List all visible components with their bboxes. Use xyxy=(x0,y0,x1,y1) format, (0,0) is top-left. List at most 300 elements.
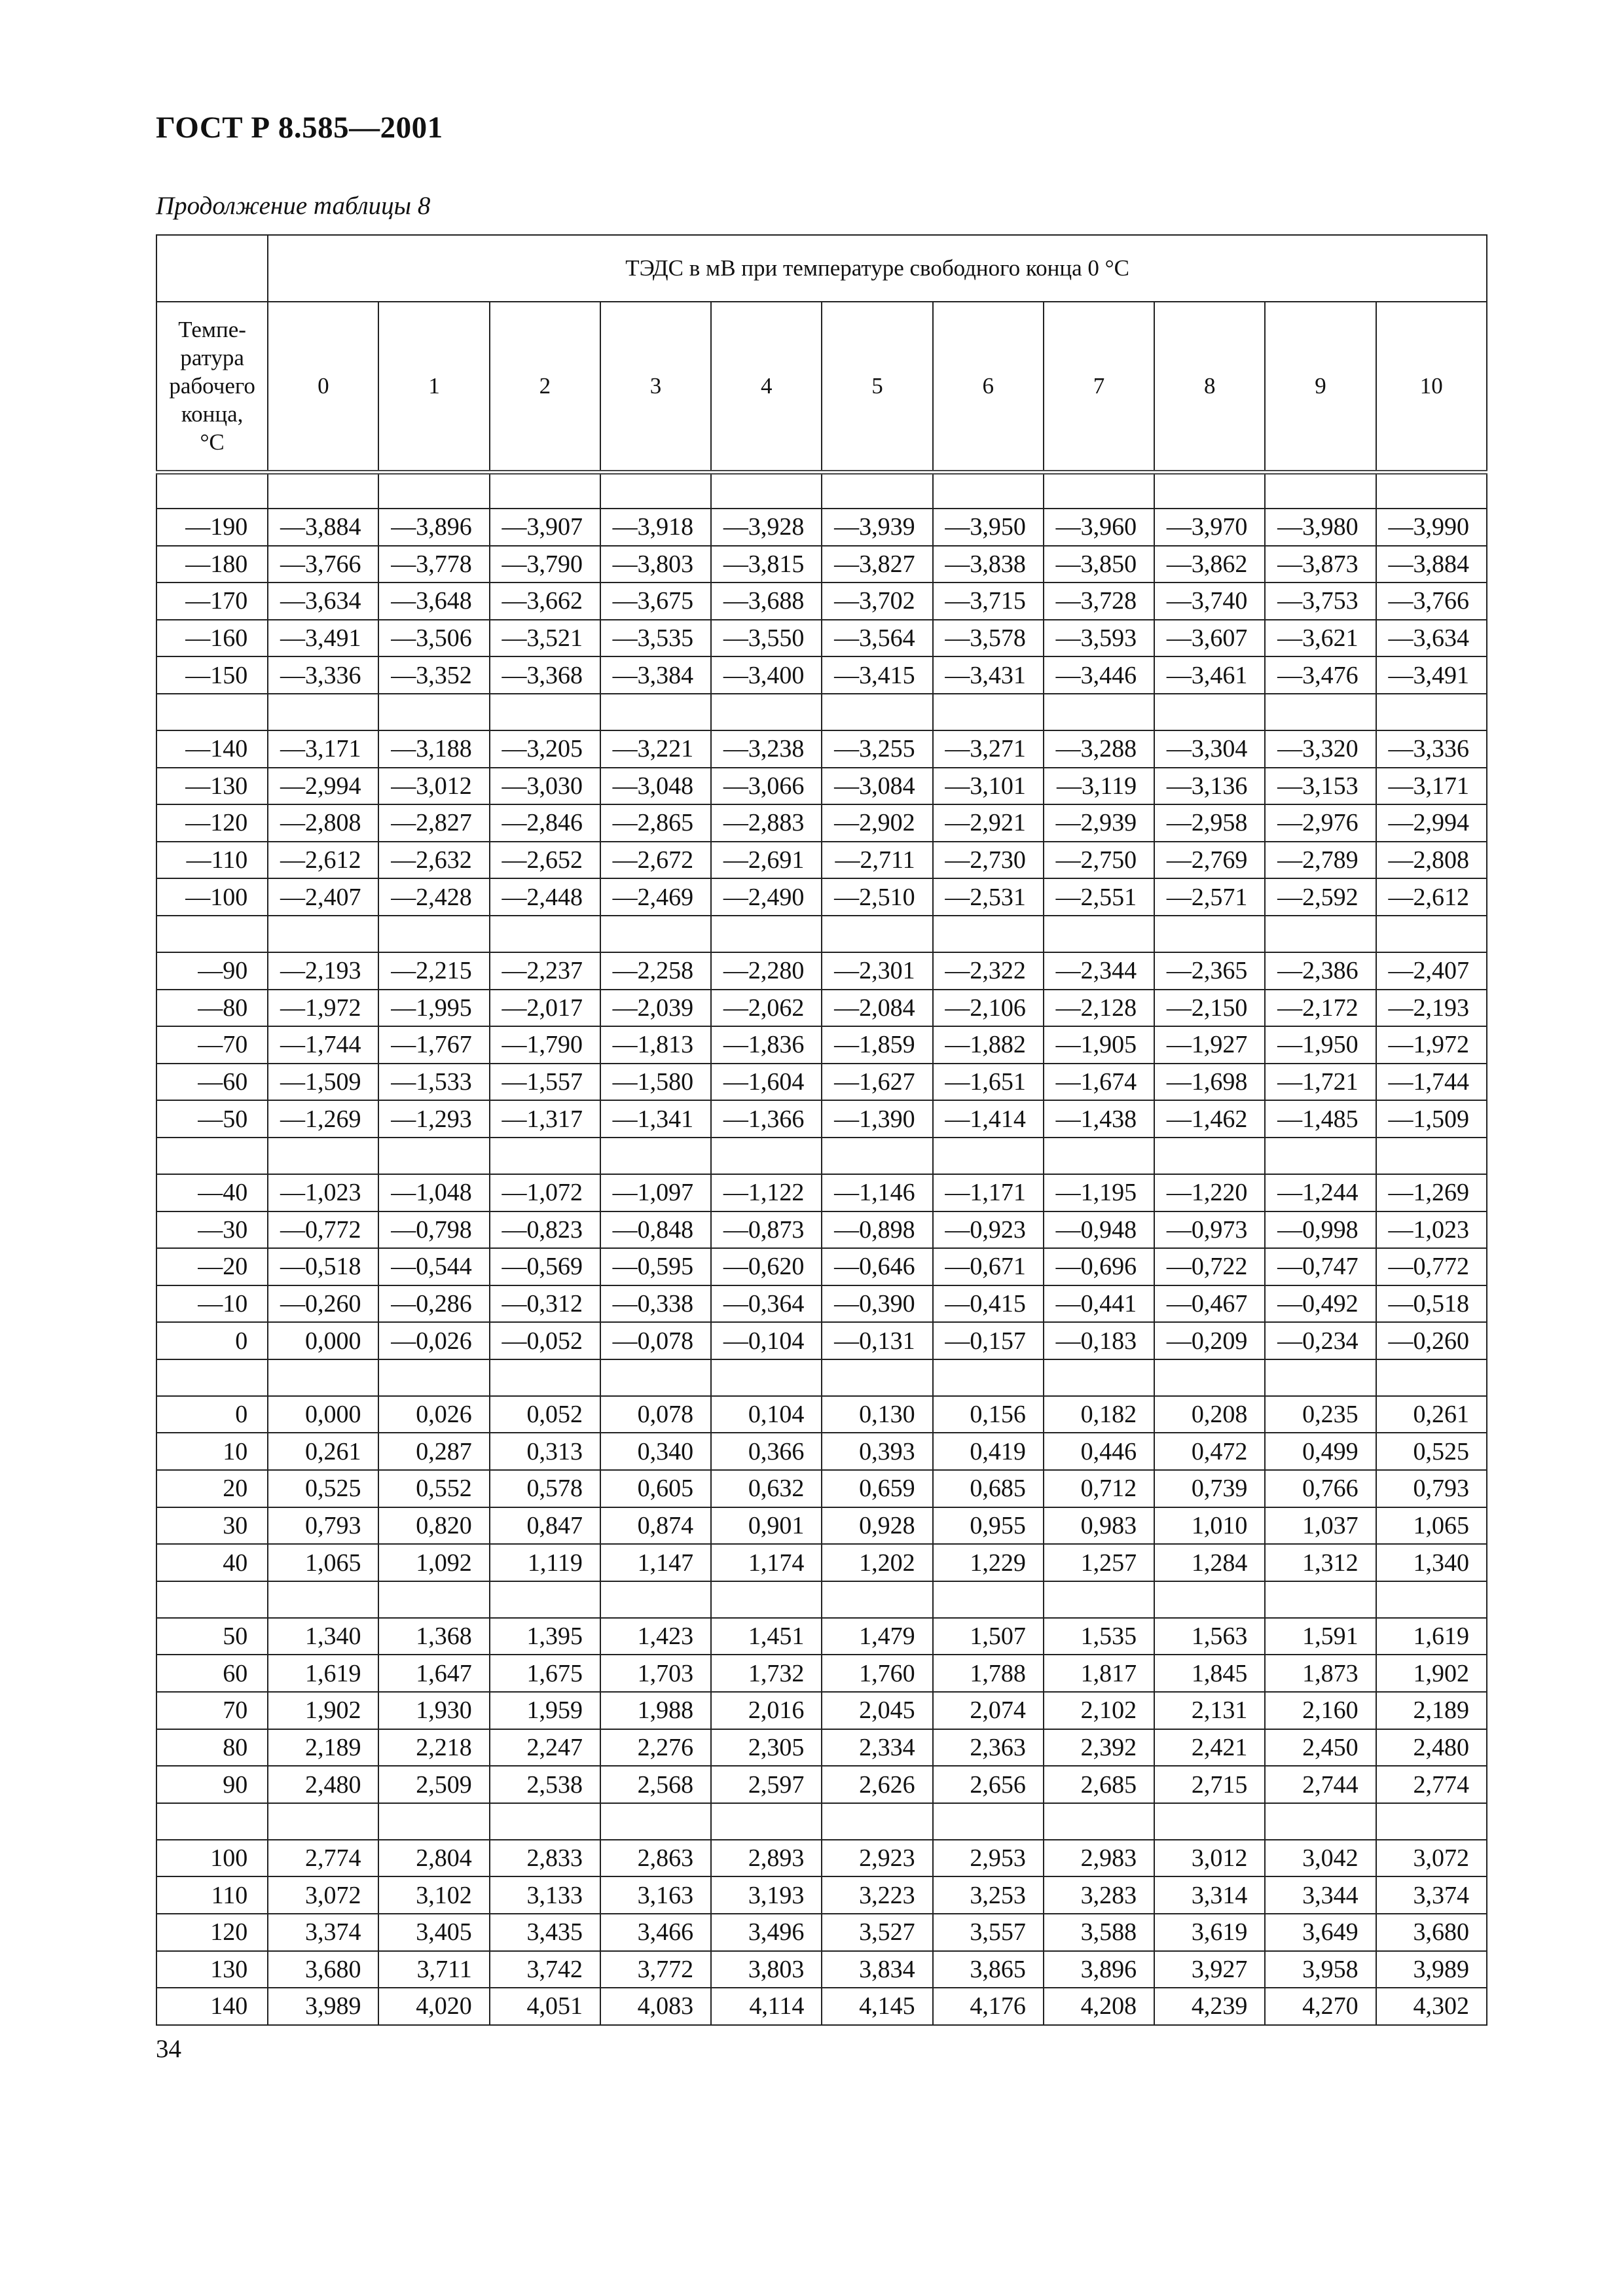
emf-value-cell: —3,715 xyxy=(933,583,1044,620)
emf-value-cell: 1,507 xyxy=(933,1618,1044,1655)
emf-value-cell: 0,026 xyxy=(378,1396,489,1433)
temperature-cell: —60 xyxy=(156,1064,268,1101)
emf-value-cell: —2,407 xyxy=(1376,952,1487,990)
emf-value-cell: —3,205 xyxy=(490,730,600,768)
temperature-cell: 70 xyxy=(156,1692,268,1729)
emf-value-cell: —1,836 xyxy=(711,1026,822,1064)
emf-value-cell: —0,183 xyxy=(1044,1322,1154,1359)
emf-value-cell: —3,939 xyxy=(822,509,932,546)
emf-value-cell: —1,651 xyxy=(933,1064,1044,1101)
emf-value-cell: 1,065 xyxy=(1376,1507,1487,1545)
emf-value-cell: —2,592 xyxy=(1265,878,1376,916)
emf-value-cell: —0,260 xyxy=(1376,1322,1487,1359)
spacer-cell xyxy=(933,1581,1044,1618)
emf-value-cell: —1,462 xyxy=(1154,1100,1265,1138)
emf-value-cell: 3,619 xyxy=(1154,1914,1265,1951)
emf-value-cell: 0,261 xyxy=(268,1433,378,1470)
emf-value-cell: —0,722 xyxy=(1154,1248,1265,1285)
emf-value-cell: 2,305 xyxy=(711,1729,822,1767)
emf-value-cell: —0,492 xyxy=(1265,1285,1376,1323)
emf-value-cell: —2,750 xyxy=(1044,842,1154,879)
table-row xyxy=(156,1026,1487,1064)
temperature-cell: 0 xyxy=(156,1322,268,1359)
emf-value-cell: —3,675 xyxy=(600,583,711,620)
emf-value-cell: 0,578 xyxy=(490,1470,600,1507)
group-spacer-row xyxy=(156,694,1487,730)
temperature-header-line: ратура xyxy=(180,345,244,371)
table-corner-cell xyxy=(156,235,268,302)
emf-value-cell: 3,314 xyxy=(1154,1876,1265,1914)
spacer-cell xyxy=(1044,1581,1154,1618)
emf-value-cell: 3,496 xyxy=(711,1914,822,1951)
emf-value-cell: 1,451 xyxy=(711,1618,822,1655)
emf-value-cell: 0,208 xyxy=(1154,1396,1265,1433)
emf-value-cell: —2,865 xyxy=(600,804,711,842)
emf-value-cell: —2,017 xyxy=(490,990,600,1027)
temperature-cell: —70 xyxy=(156,1026,268,1064)
emf-value-cell: —2,902 xyxy=(822,804,932,842)
spacer-cell xyxy=(711,1581,822,1618)
emf-value-cell: —1,790 xyxy=(490,1026,600,1064)
emf-value-cell: —1,146 xyxy=(822,1174,932,1211)
emf-value-cell: 1,229 xyxy=(933,1544,1044,1581)
emf-value-cell: 1,340 xyxy=(268,1618,378,1655)
emf-value-cell: —2,691 xyxy=(711,842,822,879)
emf-value-cell: 2,160 xyxy=(1265,1692,1376,1729)
emf-value-cell: —2,280 xyxy=(711,952,822,990)
emf-value-cell: —2,062 xyxy=(711,990,822,1027)
emf-value-cell: 0,766 xyxy=(1265,1470,1376,1507)
table-row xyxy=(156,1507,1487,1545)
emf-value-cell: —1,269 xyxy=(1376,1174,1487,1211)
emf-value-cell: —1,390 xyxy=(822,1100,932,1138)
emf-value-cell: —0,873 xyxy=(711,1211,822,1249)
table-row xyxy=(156,1248,1487,1285)
emf-value-cell: 2,189 xyxy=(1376,1692,1487,1729)
spacer-cell xyxy=(378,1138,489,1174)
emf-value-cell: —0,923 xyxy=(933,1211,1044,1249)
emf-value-cell: —2,958 xyxy=(1154,804,1265,842)
emf-value-cell: —2,193 xyxy=(1376,990,1487,1027)
emf-value-cell: —3,255 xyxy=(822,730,932,768)
emf-value-cell: —3,896 xyxy=(378,509,489,546)
emf-value-cell: —3,564 xyxy=(822,620,932,657)
emf-value-cell: 2,480 xyxy=(1376,1729,1487,1767)
column-header-1: 1 xyxy=(378,302,489,472)
emf-value-cell: 2,189 xyxy=(268,1729,378,1767)
emf-value-cell: 4,176 xyxy=(933,1988,1044,2025)
emf-value-cell: —3,048 xyxy=(600,768,711,805)
emf-value-cell: 1,535 xyxy=(1044,1618,1154,1655)
emf-value-cell: —3,702 xyxy=(822,583,932,620)
temperature-cell: —190 xyxy=(156,509,268,546)
spacer-cell xyxy=(378,916,489,952)
emf-value-cell: —0,338 xyxy=(600,1285,711,1323)
emf-value-cell: 0,632 xyxy=(711,1470,822,1507)
emf-value-cell: —1,882 xyxy=(933,1026,1044,1064)
emf-value-cell: —2,551 xyxy=(1044,878,1154,916)
emf-value-cell: 2,953 xyxy=(933,1840,1044,1877)
emf-value-cell: 0,847 xyxy=(490,1507,600,1545)
spacer-cell xyxy=(1265,1803,1376,1840)
spacer-cell xyxy=(822,1803,932,1840)
emf-value-cell: 1,037 xyxy=(1265,1507,1376,1545)
emf-value-cell: —2,612 xyxy=(1376,878,1487,916)
emf-value-cell: 0,104 xyxy=(711,1396,822,1433)
emf-value-cell: —2,365 xyxy=(1154,952,1265,990)
spacer-cell xyxy=(711,472,822,509)
spacer-cell xyxy=(1376,1138,1487,1174)
emf-value-cell: —3,288 xyxy=(1044,730,1154,768)
emf-value-cell: —3,136 xyxy=(1154,768,1265,805)
emf-value-cell: —0,286 xyxy=(378,1285,489,1323)
group-spacer-row xyxy=(156,1803,1487,1840)
spacer-cell xyxy=(1154,472,1265,509)
emf-value-cell: —0,026 xyxy=(378,1322,489,1359)
emf-value-cell: —0,772 xyxy=(268,1211,378,1249)
emf-value-cell: 1,340 xyxy=(1376,1544,1487,1581)
emf-value-cell: —2,258 xyxy=(600,952,711,990)
emf-value-cell: 1,902 xyxy=(1376,1655,1487,1692)
emf-value-cell: —0,467 xyxy=(1154,1285,1265,1323)
temperature-cell: —30 xyxy=(156,1211,268,1249)
emf-value-cell: —3,550 xyxy=(711,620,822,657)
emf-value-cell: 2,131 xyxy=(1154,1692,1265,1729)
emf-value-cell: —3,446 xyxy=(1044,656,1154,694)
emf-value-cell: 0,182 xyxy=(1044,1396,1154,1433)
emf-value-cell: 3,680 xyxy=(268,1951,378,1988)
emf-value-cell: —3,400 xyxy=(711,656,822,694)
emf-value-cell: 1,732 xyxy=(711,1655,822,1692)
group-spacer-row xyxy=(156,472,1487,509)
emf-value-cell: 1,119 xyxy=(490,1544,600,1581)
emf-value-cell: —3,084 xyxy=(822,768,932,805)
emf-value-cell: 0,525 xyxy=(1376,1433,1487,1470)
emf-value-cell: —1,269 xyxy=(268,1100,378,1138)
emf-value-cell: —1,220 xyxy=(1154,1174,1265,1211)
emf-value-cell: 0,393 xyxy=(822,1433,932,1470)
spacer-cell xyxy=(711,1803,822,1840)
table-row xyxy=(156,1470,1487,1507)
spacer-cell xyxy=(822,1359,932,1396)
group-spacer-row xyxy=(156,1138,1487,1174)
emf-table xyxy=(156,234,1487,2026)
spacer-cell xyxy=(600,1138,711,1174)
emf-value-cell: —3,521 xyxy=(490,620,600,657)
temperature-cell: 60 xyxy=(156,1655,268,1692)
emf-value-cell: —2,846 xyxy=(490,804,600,842)
emf-value-cell: —1,927 xyxy=(1154,1026,1265,1064)
emf-value-cell: —1,972 xyxy=(1376,1026,1487,1064)
emf-value-cell: 2,685 xyxy=(1044,1766,1154,1803)
temperature-column-header xyxy=(156,302,268,472)
spacer-cell xyxy=(268,916,378,952)
emf-value-cell: —0,948 xyxy=(1044,1211,1154,1249)
emf-value-cell: —2,976 xyxy=(1265,804,1376,842)
spacer-cell xyxy=(1376,694,1487,730)
emf-value-cell: 3,527 xyxy=(822,1914,932,1951)
table-row xyxy=(156,1692,1487,1729)
emf-value-cell: 4,114 xyxy=(711,1988,822,2025)
emf-value-cell: —3,634 xyxy=(1376,620,1487,657)
emf-value-cell: 1,147 xyxy=(600,1544,711,1581)
emf-value-cell: —0,234 xyxy=(1265,1322,1376,1359)
column-header-8: 8 xyxy=(1154,302,1265,472)
emf-value-cell: —2,407 xyxy=(268,878,378,916)
emf-value-cell: —1,122 xyxy=(711,1174,822,1211)
emf-value-cell: 3,989 xyxy=(1376,1951,1487,1988)
emf-value-cell: 2,074 xyxy=(933,1692,1044,1729)
emf-value-cell: 1,902 xyxy=(268,1692,378,1729)
emf-value-cell: 1,619 xyxy=(268,1655,378,1692)
emf-value-cell: —0,157 xyxy=(933,1322,1044,1359)
emf-value-cell: 0,874 xyxy=(600,1507,711,1545)
emf-value-cell: —2,428 xyxy=(378,878,489,916)
emf-value-cell: —3,336 xyxy=(1376,730,1487,768)
emf-value-cell: —3,815 xyxy=(711,546,822,583)
emf-value-cell: 1,873 xyxy=(1265,1655,1376,1692)
emf-value-cell: 1,930 xyxy=(378,1692,489,1729)
emf-value-cell: —2,386 xyxy=(1265,952,1376,990)
table-row xyxy=(156,1655,1487,1692)
temperature-cell: 110 xyxy=(156,1876,268,1914)
emf-value-cell: 2,102 xyxy=(1044,1692,1154,1729)
emf-value-cell: 0,685 xyxy=(933,1470,1044,1507)
emf-value-cell: 3,588 xyxy=(1044,1914,1154,1951)
spacer-cell xyxy=(933,694,1044,730)
emf-value-cell: 4,020 xyxy=(378,1988,489,2025)
column-header-9: 9 xyxy=(1265,302,1376,472)
emf-value-cell: 2,923 xyxy=(822,1840,932,1877)
temperature-cell: 100 xyxy=(156,1840,268,1877)
emf-value-cell: 2,392 xyxy=(1044,1729,1154,1767)
spacer-cell xyxy=(1154,1581,1265,1618)
temperature-header-line: рабочего xyxy=(169,373,255,399)
spacer-cell xyxy=(822,916,932,952)
emf-value-cell: —3,171 xyxy=(268,730,378,768)
group-spacer-row xyxy=(156,916,1487,952)
emf-value-cell: —1,674 xyxy=(1044,1064,1154,1101)
emf-value-cell: 1,092 xyxy=(378,1544,489,1581)
table-row xyxy=(156,583,1487,620)
emf-value-cell: —1,195 xyxy=(1044,1174,1154,1211)
emf-value-cell: —3,012 xyxy=(378,768,489,805)
emf-value-cell: —3,838 xyxy=(933,546,1044,583)
emf-value-cell: —1,744 xyxy=(1376,1064,1487,1101)
emf-value-cell: —3,101 xyxy=(933,768,1044,805)
emf-value-cell: —3,607 xyxy=(1154,620,1265,657)
emf-value-cell: —3,384 xyxy=(600,656,711,694)
spacer-cell xyxy=(1376,1803,1487,1840)
temperature-cell: 80 xyxy=(156,1729,268,1767)
spacer-cell xyxy=(156,1359,268,1396)
emf-value-cell: —1,995 xyxy=(378,990,489,1027)
emf-value-cell: 3,253 xyxy=(933,1876,1044,1914)
emf-value-cell: 1,703 xyxy=(600,1655,711,1692)
emf-value-cell: 2,480 xyxy=(268,1766,378,1803)
emf-value-cell: 3,405 xyxy=(378,1914,489,1951)
table-row xyxy=(156,1174,1487,1211)
emf-value-cell: —2,769 xyxy=(1154,842,1265,879)
emf-value-cell: —3,578 xyxy=(933,620,1044,657)
emf-value-cell: —2,344 xyxy=(1044,952,1154,990)
emf-value-cell: 3,374 xyxy=(1376,1876,1487,1914)
emf-value-cell: 0,525 xyxy=(268,1470,378,1507)
emf-value-cell: —1,905 xyxy=(1044,1026,1154,1064)
emf-value-cell: —1,744 xyxy=(268,1026,378,1064)
emf-value-cell: 4,239 xyxy=(1154,1988,1265,2025)
emf-value-cell: —2,632 xyxy=(378,842,489,879)
spacer-cell xyxy=(156,1581,268,1618)
spacer-cell xyxy=(933,472,1044,509)
emf-value-cell: —3,662 xyxy=(490,583,600,620)
spacer-cell xyxy=(490,1359,600,1396)
emf-value-cell: 0,928 xyxy=(822,1507,932,1545)
spacer-cell xyxy=(933,1138,1044,1174)
emf-value-cell: —1,317 xyxy=(490,1100,600,1138)
emf-value-cell: 2,538 xyxy=(490,1766,600,1803)
emf-value-cell: —1,414 xyxy=(933,1100,1044,1138)
emf-value-cell: 1,257 xyxy=(1044,1544,1154,1581)
emf-value-cell: —3,506 xyxy=(378,620,489,657)
temperature-cell: —170 xyxy=(156,583,268,620)
spacer-cell xyxy=(1265,1581,1376,1618)
emf-value-cell: 3,927 xyxy=(1154,1951,1265,1988)
emf-value-cell: 0,156 xyxy=(933,1396,1044,1433)
emf-value-cell: —1,533 xyxy=(378,1064,489,1101)
emf-value-cell: —2,571 xyxy=(1154,878,1265,916)
emf-value-cell: 1,845 xyxy=(1154,1655,1265,1692)
temperature-cell: 140 xyxy=(156,1988,268,2025)
emf-value-cell: —3,970 xyxy=(1154,509,1265,546)
emf-value-cell: 0,739 xyxy=(1154,1470,1265,1507)
emf-value-cell: —0,104 xyxy=(711,1322,822,1359)
emf-value-cell: 3,374 xyxy=(268,1914,378,1951)
table-row xyxy=(156,952,1487,990)
emf-value-cell: —3,491 xyxy=(1376,656,1487,694)
emf-value-cell: —3,980 xyxy=(1265,509,1376,546)
document-title: ГОСТ Р 8.585—2001 xyxy=(156,111,443,145)
emf-value-cell: 0,287 xyxy=(378,1433,489,1470)
table-row xyxy=(156,1876,1487,1914)
emf-value-cell: —3,884 xyxy=(268,509,378,546)
temperature-header-line: Темпе- xyxy=(178,317,246,343)
emf-value-cell: —1,023 xyxy=(1376,1211,1487,1249)
emf-value-cell: —1,950 xyxy=(1265,1026,1376,1064)
emf-value-cell: —3,238 xyxy=(711,730,822,768)
group-spacer-row xyxy=(156,1581,1487,1618)
emf-value-cell: 3,072 xyxy=(1376,1840,1487,1877)
temperature-cell: —130 xyxy=(156,768,268,805)
emf-value-cell: —3,884 xyxy=(1376,546,1487,583)
emf-value-cell: —0,260 xyxy=(268,1285,378,1323)
temperature-cell: 120 xyxy=(156,1914,268,1951)
emf-value-cell: —3,171 xyxy=(1376,768,1487,805)
table-row xyxy=(156,730,1487,768)
emf-value-cell: —3,928 xyxy=(711,509,822,546)
emf-value-cell: —0,569 xyxy=(490,1248,600,1285)
emf-value-cell: 3,344 xyxy=(1265,1876,1376,1914)
emf-value-cell: —1,859 xyxy=(822,1026,932,1064)
temperature-cell: —150 xyxy=(156,656,268,694)
emf-value-cell: —3,352 xyxy=(378,656,489,694)
column-header-10: 10 xyxy=(1376,302,1487,472)
spacer-cell xyxy=(490,916,600,952)
column-header-4: 4 xyxy=(711,302,822,472)
spacer-cell xyxy=(1265,472,1376,509)
emf-value-cell: —3,873 xyxy=(1265,546,1376,583)
emf-value-cell: 3,958 xyxy=(1265,1951,1376,1988)
emf-value-cell: 3,466 xyxy=(600,1914,711,1951)
emf-value-cell: 1,368 xyxy=(378,1618,489,1655)
emf-value-cell: 0,605 xyxy=(600,1470,711,1507)
emf-value-cell: —3,271 xyxy=(933,730,1044,768)
emf-value-cell: —3,066 xyxy=(711,768,822,805)
emf-value-cell: —1,557 xyxy=(490,1064,600,1101)
emf-value-cell: 3,102 xyxy=(378,1876,489,1914)
emf-value-cell: 0,712 xyxy=(1044,1470,1154,1507)
emf-value-cell: —1,627 xyxy=(822,1064,932,1101)
emf-value-cell: 0,000 xyxy=(268,1396,378,1433)
table-row xyxy=(156,1100,1487,1138)
emf-value-cell: 3,042 xyxy=(1265,1840,1376,1877)
emf-value-cell: —0,518 xyxy=(1376,1285,1487,1323)
emf-value-cell: 0,499 xyxy=(1265,1433,1376,1470)
emf-value-cell: —2,612 xyxy=(268,842,378,879)
emf-value-cell: —2,994 xyxy=(1376,804,1487,842)
emf-value-cell: —2,193 xyxy=(268,952,378,990)
emf-value-cell: 0,793 xyxy=(268,1507,378,1545)
spacer-cell xyxy=(490,1803,600,1840)
emf-value-cell: 2,597 xyxy=(711,1766,822,1803)
emf-value-cell: 0,340 xyxy=(600,1433,711,1470)
table-row xyxy=(156,878,1487,916)
emf-value-cell: 0,446 xyxy=(1044,1433,1154,1470)
emf-value-cell: 1,395 xyxy=(490,1618,600,1655)
emf-value-cell: 3,711 xyxy=(378,1951,489,1988)
emf-value-cell: 2,833 xyxy=(490,1840,600,1877)
emf-value-cell: 1,065 xyxy=(268,1544,378,1581)
emf-value-cell: 1,817 xyxy=(1044,1655,1154,1692)
emf-value-cell: —1,767 xyxy=(378,1026,489,1064)
emf-value-cell: —3,907 xyxy=(490,509,600,546)
emf-value-cell: 4,302 xyxy=(1376,1988,1487,2025)
table-row xyxy=(156,1544,1487,1581)
temperature-cell: 20 xyxy=(156,1470,268,1507)
emf-value-cell: —0,747 xyxy=(1265,1248,1376,1285)
emf-value-cell: 3,223 xyxy=(822,1876,932,1914)
spacer-cell xyxy=(600,1359,711,1396)
emf-value-cell: —3,862 xyxy=(1154,546,1265,583)
emf-value-cell: —2,469 xyxy=(600,878,711,916)
temperature-cell: 90 xyxy=(156,1766,268,1803)
spacer-cell xyxy=(822,694,932,730)
emf-value-cell: —3,688 xyxy=(711,583,822,620)
page-number: 34 xyxy=(156,2035,181,2063)
temperature-header-line: конца, xyxy=(181,401,244,427)
spacer-cell xyxy=(1044,472,1154,509)
emf-value-cell: —0,898 xyxy=(822,1211,932,1249)
emf-value-cell: 4,208 xyxy=(1044,1988,1154,2025)
emf-value-cell: —3,766 xyxy=(1376,583,1487,620)
emf-value-cell: 2,744 xyxy=(1265,1766,1376,1803)
temperature-cell: —20 xyxy=(156,1248,268,1285)
emf-value-cell: 0,552 xyxy=(378,1470,489,1507)
emf-value-cell: —0,544 xyxy=(378,1248,489,1285)
spacer-cell xyxy=(378,1803,489,1840)
emf-value-cell: —3,476 xyxy=(1265,656,1376,694)
spacer-cell xyxy=(1265,694,1376,730)
